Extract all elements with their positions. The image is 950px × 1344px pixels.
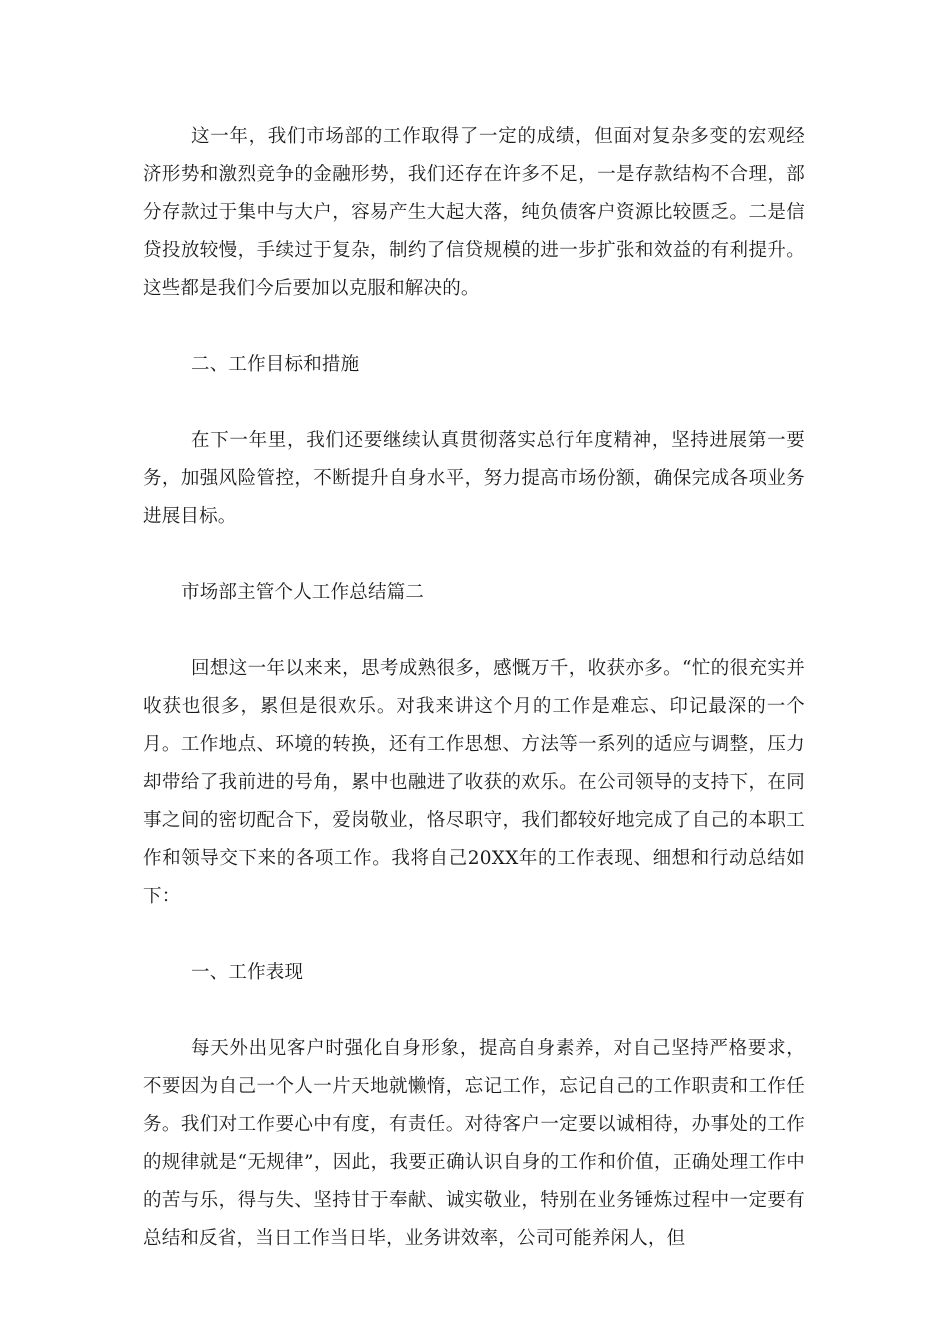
heading-work-goals: 二、工作目标和措施: [191, 354, 360, 375]
paragraph-market-shortcomings: 这一年，我们市场部的工作取得了一定的成绩，但面对复杂多变的宏观经济形势和激烈竞争的金融形势，我们还存在许多不足，一是存款结构不合理，部分存款过于集中与大户，容易产生大起大落，纯负债客户资源比较匮乏。二是信贷投放较慢，手续过于复杂，制约了信贷规模的进一步扩张和效益的有利提升。这些都是我们今后要加以克服和解决的。: [143, 126, 805, 299]
paragraph-daily-performance: 每天外出见客户时强化自身形象，提高自身素养，对自己坚持严格要求，不要因为自己一个人一片天地就懒惰，忘记工作，忘记自己的工作职责和工作任务。我们对工作要心中有度，有责任。对待客户一定要以诚相待，办事处的工作的规律就是“无规律”，因此，我要正确认识自身的工作和价值，正确处理工作中的苦与乐，得与失、坚持甘于奉献、诚实敬业，特别在业务锤炼过程中一定要有总结和反省，当日工作当日毕，业务讲效率，公司可能养闲人，但: [143, 1038, 805, 1249]
heading-work-performance: 一、工作表现: [191, 962, 304, 983]
paragraph-next-year-plan: 在下一年里，我们还要继续认真贯彻落实总行年度精神，坚持进展第一要务，加强风险管控，不断提升自身水平，努力提高市场份额，确保完成各项业务进展目标。: [143, 430, 805, 527]
paragraph-year-review: 回想这一年以来来，思考成熟很多，感慨万千，收获亦多。“忙的很充实并收获也很多，累但是很欢乐。对我来讲这个月的工作是难忘、印记最深的一个月。工作地点、环境的转换，还有工作思想、方法等一系列的适应与调整，压力却带给了我前进的号角，累中也融进了收获的欢乐。在公司领导的支持下，在同事之间的密切配合下，爱岗敬业，恪尽职守，我们都较好地完成了自己的本职工作和领导交下来的各项工作。我将自己20XX年的工作表现、细想和行动总结如下：: [143, 658, 805, 907]
document-body: [143, 118, 805, 1258]
section-title-part-two: 市场部主管个人工作总结篇二: [181, 582, 425, 603]
